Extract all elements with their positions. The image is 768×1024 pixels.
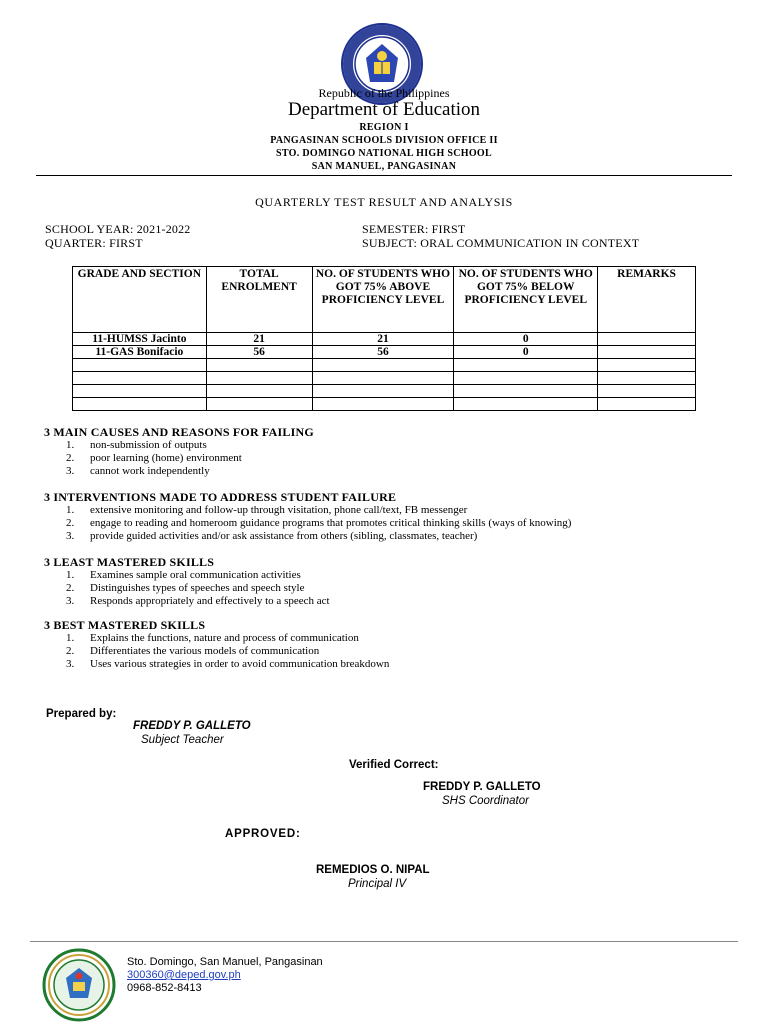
table-cell <box>598 346 696 359</box>
verified-label: Verified Correct: <box>349 759 439 771</box>
department-title: Department of Education <box>287 99 481 120</box>
table-cell <box>598 385 696 398</box>
table-cell <box>598 333 696 346</box>
table-cell <box>598 359 696 372</box>
list-item: 3. Responds appropriately and effectively to a speech act <box>66 595 330 607</box>
table-cell <box>206 385 312 398</box>
table-cell <box>73 385 207 398</box>
page-title: QUARTERLY TEST RESULT AND ANALYSIS <box>255 195 513 209</box>
col-header-above: NO. OF STUDENTS WHO GOT 75% ABOVE PROFICIENCY LEVEL <box>312 267 454 333</box>
approved-label: APPROVED: <box>225 828 301 840</box>
footer-contact <box>127 956 323 995</box>
list-best-mastered <box>66 632 389 671</box>
table-cell: 21 <box>312 333 454 346</box>
verified-role: SHS Coordinator <box>442 795 529 807</box>
table-row <box>73 372 696 385</box>
section-heading-causes: 3 MAIN CAUSES AND REASONS FOR FAILING <box>44 425 314 439</box>
section-heading-best-mastered: 3 BEST MASTERED SKILLS <box>44 618 206 632</box>
table-cell <box>454 359 598 372</box>
table-cell <box>312 372 454 385</box>
list-least-mastered <box>66 569 330 608</box>
table-cell: 0 <box>454 346 598 359</box>
school-year: SCHOOL YEAR: 2021-2022 <box>45 222 191 236</box>
col-header-remarks: REMARKS <box>598 267 696 333</box>
list-causes <box>66 439 242 478</box>
approved-role: Principal IV <box>348 878 407 890</box>
footer-address: Sto. Domingo, San Manuel, Pangasinan <box>127 956 323 968</box>
list-item: 2. Differentiates the various models of communication <box>66 645 320 657</box>
table-row <box>73 333 696 346</box>
division-label: PANGASINAN SCHOOLS DIVISION OFFICE II <box>270 135 498 146</box>
list-item: 1. non-submission of outputs <box>66 439 207 451</box>
footer-divider <box>30 941 738 942</box>
subject: SUBJECT: ORAL COMMUNICATION IN CONTEXT <box>362 236 640 250</box>
approved-name: REMEDIOS O. NIPAL <box>316 864 430 876</box>
prepared-by-label: Prepared by: <box>46 708 117 720</box>
school-label: STO. DOMINGO NATIONAL HIGH SCHOOL <box>276 148 492 159</box>
table-cell: 56 <box>312 346 454 359</box>
results-table <box>72 266 696 411</box>
semester: SEMESTER: FIRST <box>362 222 466 236</box>
header-divider <box>36 175 732 176</box>
footer-email-link[interactable]: 300360@deped.gov.ph <box>127 969 241 981</box>
table-cell: 21 <box>206 333 312 346</box>
table-cell <box>73 359 207 372</box>
list-item: 3. cannot work independently <box>66 465 210 477</box>
table-cell <box>73 372 207 385</box>
col-header-enrolment: TOTAL ENROLMENT <box>206 267 312 333</box>
table-cell <box>206 372 312 385</box>
location-label: SAN MANUEL, PANGASINAN <box>311 161 457 172</box>
list-item: 3. provide guided activities and/or ask assistance from others (sibling, classmates, teacher) <box>66 530 478 542</box>
republic-label: Republic of the Philippines <box>318 86 450 100</box>
school-logo <box>42 948 116 1022</box>
table-cell <box>312 398 454 411</box>
table-cell <box>598 372 696 385</box>
table-cell: 11-HUMSS Jacinto <box>73 333 207 346</box>
region-label: REGION I <box>359 122 409 133</box>
table-cell: 56 <box>206 346 312 359</box>
list-interventions <box>66 504 571 543</box>
col-header-below: NO. OF STUDENTS WHO GOT 75% BELOW PROFICIENCY LEVEL <box>454 267 598 333</box>
table-cell <box>454 385 598 398</box>
table-cell <box>598 398 696 411</box>
list-item: 1. Examines sample oral communication activities <box>66 569 301 581</box>
col-header-grade: GRADE AND SECTION <box>73 267 207 333</box>
table-cell <box>206 359 312 372</box>
list-item: 2. engage to reading and homeroom guidance programs that promotes critical thinking skills (ways of knowing) <box>66 517 572 529</box>
office-block <box>0 121 768 173</box>
verified-name: FREDDY P. GALLETO <box>423 781 541 793</box>
quarter: QUARTER: FIRST <box>45 236 143 250</box>
footer-phone: 0968-852-8413 <box>127 982 202 994</box>
table-header-row <box>73 267 696 333</box>
table-cell <box>312 385 454 398</box>
table-cell <box>454 398 598 411</box>
table-row <box>73 346 696 359</box>
table-cell <box>454 372 598 385</box>
table-cell <box>206 398 312 411</box>
prepared-by-name: FREDDY P. GALLETO <box>133 720 251 732</box>
table-cell: 11-GAS Bonifacio <box>73 346 207 359</box>
list-item: 1. extensive monitoring and follow-up through visitation, phone call/text, FB messenger <box>66 504 468 516</box>
table-cell: 0 <box>454 333 598 346</box>
table-row <box>73 385 696 398</box>
prepared-by-role: Subject Teacher <box>141 734 224 746</box>
table-cell <box>73 398 207 411</box>
list-item: 2. Distinguishes types of speeches and speech style <box>66 582 305 594</box>
table-row <box>73 398 696 411</box>
list-item: 3. Uses various strategies in order to avoid communication breakdown <box>66 658 390 670</box>
list-item: 1. Explains the functions, nature and process of communication <box>66 632 359 644</box>
section-heading-interventions: 3 INTERVENTIONS MADE TO ADDRESS STUDENT FAILURE <box>44 490 397 504</box>
section-heading-least-mastered: 3 LEAST MASTERED SKILLS <box>44 555 215 569</box>
list-item: 2. poor learning (home) environment <box>66 452 242 464</box>
table-cell <box>312 359 454 372</box>
table-row <box>73 359 696 372</box>
